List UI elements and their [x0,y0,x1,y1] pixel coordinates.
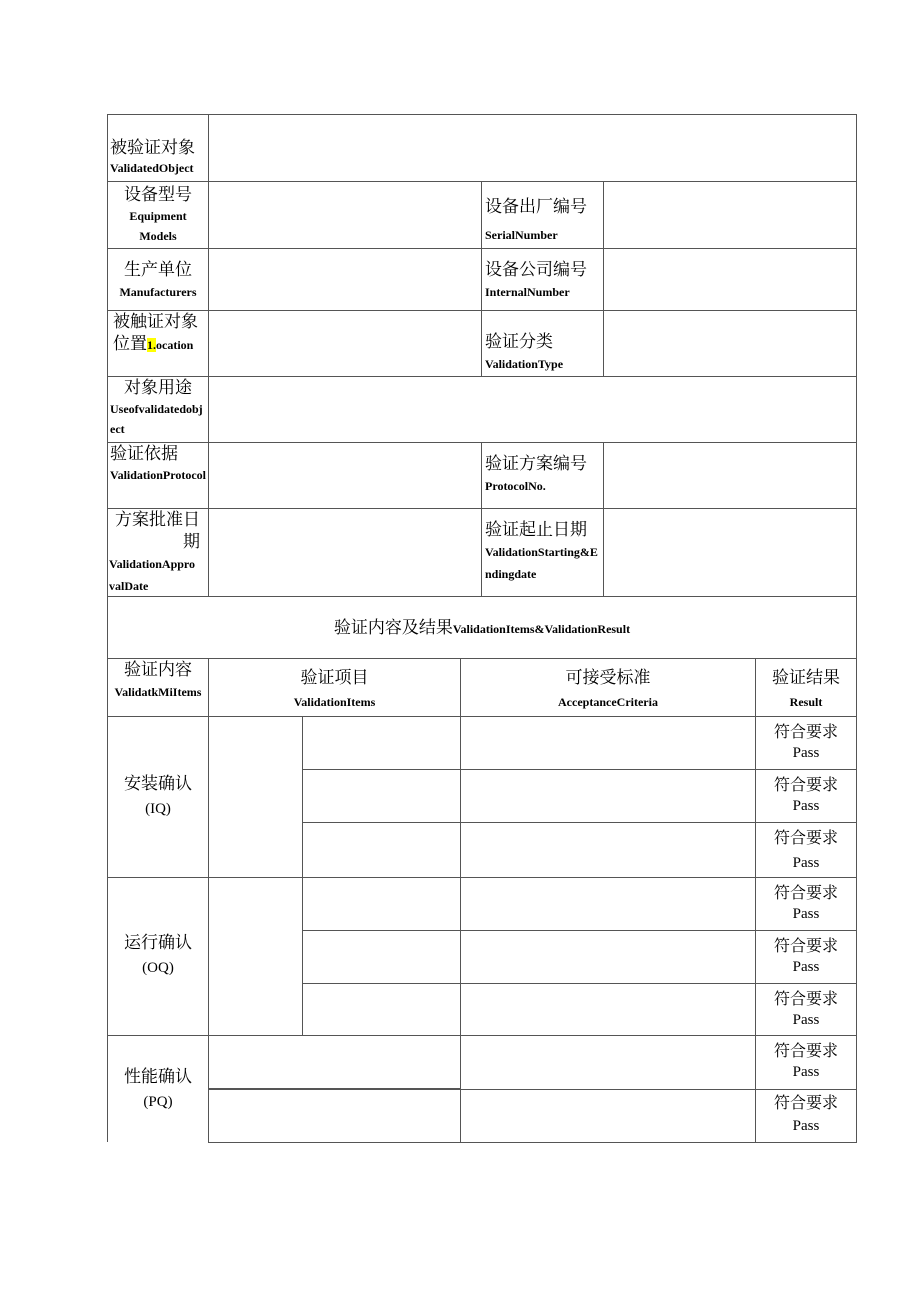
approval-date-label-cell [107,508,208,596]
result-pass-en: Pass [792,798,820,814]
internal-number-label-cell [481,248,603,310]
validation-type-value[interactable] [603,310,857,376]
result-pass-en: Pass [792,906,820,922]
col-header-criteria [460,658,755,716]
validated-object-label-cell [107,114,208,181]
oq-item-1[interactable] [302,877,460,930]
col-header-items-en: ValidationItems [293,695,376,709]
oq-result-2 [755,930,857,983]
iq-label-cn: 安装确认 [124,774,192,794]
starting-ending-label-cn: 验证起止日期 [485,520,587,540]
use-of-object-value[interactable] [208,376,857,442]
pq-label-en: (PQ) [143,1094,173,1110]
validation-type-label-cn: 验证分类 [485,332,553,352]
validation-protocol-label-en: ValidationProtocol [110,468,207,482]
pq-result-1 [755,1035,857,1089]
location-label-cell [107,310,208,376]
oq-subitem-cell[interactable] [208,877,302,1035]
starting-ending-label-en: ValidationStarting&Endingdate [485,545,598,581]
oq-item-2[interactable] [302,930,460,983]
iq-result-2 [755,769,857,822]
internal-number-label-en: InternalNumber [485,285,570,299]
pq-result-2 [755,1089,857,1143]
use-of-object-label-en: Useofvalidatedobject [110,402,203,436]
iq-criteria-1[interactable] [460,716,755,769]
approval-date-value[interactable] [208,508,481,596]
serial-number-value[interactable] [603,181,857,248]
location-highlight: 1. [147,338,156,352]
validation-protocol-value[interactable] [208,442,481,508]
oq-criteria-2[interactable] [460,930,755,983]
location-value[interactable] [208,310,481,376]
approval-date-label-cn: 方案批准日期 [115,510,200,552]
manufacturers-label-en: Manufacturers [119,285,197,299]
section-title-cell [107,596,857,658]
iq-criteria-2[interactable] [460,769,755,822]
iq-group-label [107,716,208,877]
use-of-object-label-cell [107,376,208,442]
result-pass-cn: 符合要求 [773,1093,838,1112]
protocol-no-label-en: ProtocolNo. [485,479,546,493]
oq-label-cn: 运行确认 [124,933,192,953]
col-header-content [107,658,208,716]
protocol-no-value[interactable] [603,442,857,508]
pq-criteria-1[interactable] [460,1035,755,1089]
iq-criteria-3[interactable] [460,822,755,877]
iq-subitem-cell[interactable] [208,716,302,877]
col-header-content-cn: 验证内容 [124,660,192,680]
manufacturers-label-cn: 生产单位 [124,260,192,280]
col-header-criteria-en: AcceptanceCriteria [558,695,658,709]
approval-date-label-en: ValidationApprovalDate [109,557,196,593]
result-pass-en: Pass [792,1118,820,1134]
iq-result-3 [755,822,857,877]
validation-type-label-cell [481,310,603,376]
internal-number-value[interactable] [603,248,857,310]
oq-result-3 [755,983,857,1035]
protocol-no-label-cn: 验证方案编号 [485,454,587,474]
pq-criteria-2[interactable] [460,1089,755,1143]
validated-object-label-en: ValidatedObject [110,161,194,175]
manufacturers-value[interactable] [208,248,481,310]
iq-item-2[interactable] [302,769,460,822]
serial-number-label-cn: 设备出厂编号 [485,197,587,217]
col-header-result [755,658,857,716]
oq-result-1 [755,877,857,930]
location-label-cn: 被触证对象位置 [113,312,198,354]
col-header-items-cn: 验证项目 [300,668,369,688]
oq-label-en: (OQ) [142,960,174,976]
oq-item-3[interactable] [302,983,460,1035]
result-pass-en: Pass [792,959,820,975]
iq-result-1 [755,716,857,769]
oq-criteria-1[interactable] [460,877,755,930]
equipment-models-label-cell [107,181,208,248]
section-title-cn: 验证内容及结果 [333,618,453,638]
result-pass-en: Pass [792,1064,820,1080]
starting-ending-label-cell [481,508,603,596]
serial-number-label-en: SerialNumber [485,228,558,242]
result-pass-en: Pass [792,745,820,761]
starting-ending-value[interactable] [603,508,857,596]
iq-item-1[interactable] [302,716,460,769]
equipment-models-label-cn: 设备型号 [124,185,192,205]
pq-item-1[interactable] [208,1035,460,1089]
oq-criteria-3[interactable] [460,983,755,1035]
protocol-no-label-cell [481,442,603,508]
pq-group-label [107,1035,208,1142]
result-pass-cn: 符合要求 [773,883,838,902]
equipment-models-value[interactable] [208,181,481,248]
result-pass-en: Pass [792,1012,820,1028]
col-header-criteria-cn: 可接受标准 [565,668,651,688]
result-pass-cn: 符合要求 [773,828,838,847]
col-header-result-en: Result [789,695,823,709]
result-pass-cn: 符合要求 [773,989,838,1008]
internal-number-label-cn: 设备公司编号 [485,260,587,280]
serial-number-label-cell [481,181,603,248]
result-pass-cn: 符合要求 [773,775,838,794]
validated-object-value[interactable] [208,114,857,181]
result-pass-cn: 符合要求 [773,722,838,741]
col-header-result-cn: 验证结果 [772,668,840,688]
use-of-object-label-cn: 对象用途 [124,378,192,398]
pq-item-2[interactable] [208,1089,460,1143]
equipment-models-label-en: Equipment Models [129,209,187,243]
validation-protocol-label-cell [107,442,208,508]
validation-type-label-en: ValidationType [485,357,564,371]
oq-group-label [107,877,208,1035]
validation-protocol-label-cn: 验证依据 [110,444,178,464]
section-title-en: ValidationItems&ValidationResult [452,622,631,636]
result-pass-cn: 符合要求 [773,936,838,955]
col-header-items [208,658,460,716]
iq-label-en: (IQ) [145,801,171,817]
col-header-content-en: ValidatkMiItems [114,685,202,699]
validated-object-label-cn: 被验证对象 [110,138,195,158]
pq-label-cn: 性能确认 [124,1067,192,1087]
manufacturers-label-cell [107,248,208,310]
result-pass-en: Pass [792,855,820,871]
result-pass-cn: 符合要求 [773,1041,838,1060]
iq-item-3[interactable] [302,822,460,877]
location-label-en: ocation [156,338,194,352]
